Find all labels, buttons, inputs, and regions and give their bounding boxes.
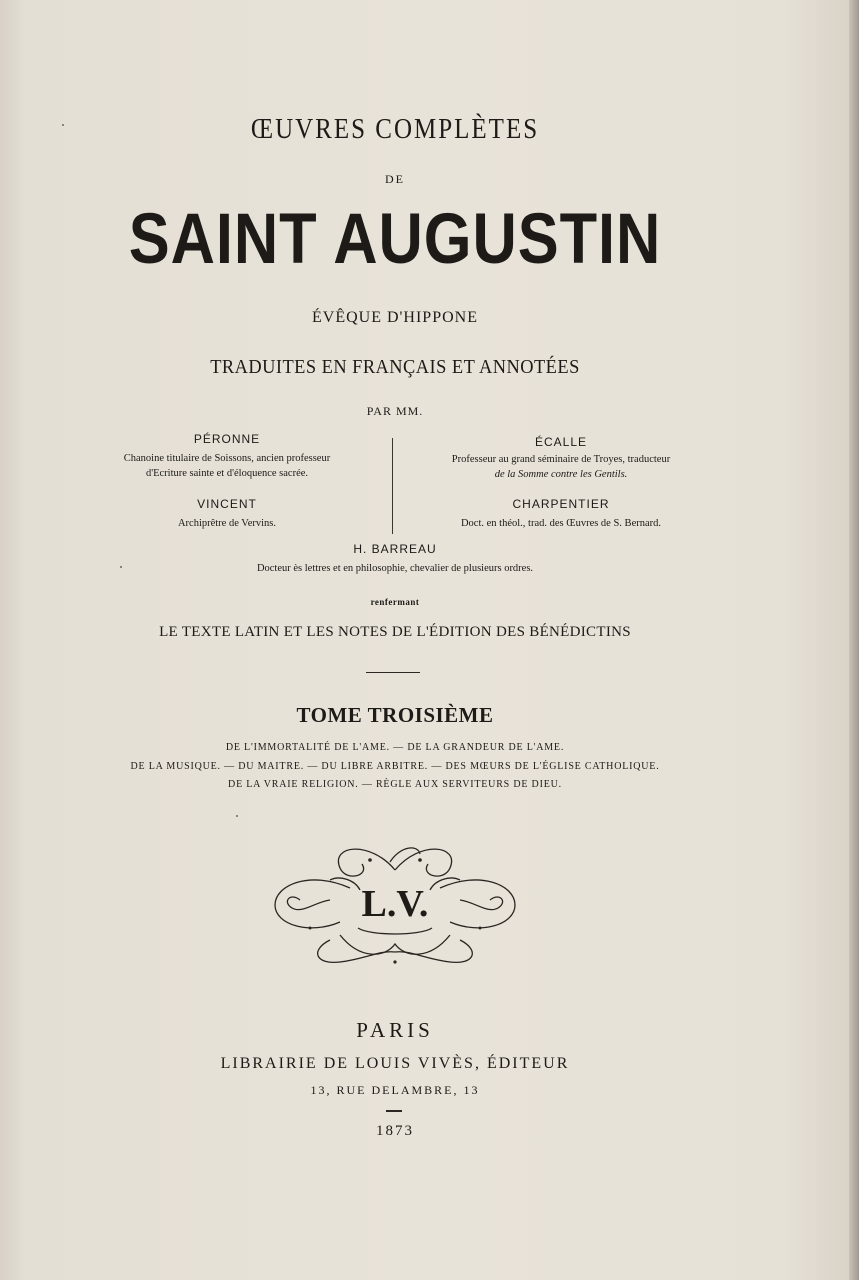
imprint-city: PARIS — [356, 1018, 434, 1042]
translator-desc-line: Doct. en théol., trad. des Œuvres de S. Bernard. — [460, 518, 662, 529]
contents-line: DE LA MUSIQUE. — DU MAITRE. — DU LIBRE ARBITRE. — DES MŒURS DE L'ÉGLISE CATHOLIQUE. — [130, 761, 660, 772]
author-name: SAINT AUGUSTIN — [128, 198, 662, 278]
imprint-year: 1873 — [376, 1123, 414, 1139]
paper-speck — [120, 566, 122, 568]
translator-barreau: H. BARREAU — [353, 542, 437, 556]
translator-desc — [411, 516, 711, 531]
by-label: PAR MM. — [366, 404, 424, 418]
contents-statement: LE TEXTE LATIN ET LES NOTES DE L'ÉDITION DES BÉNÉDICTINS — [159, 624, 631, 640]
short-rule — [386, 1110, 402, 1112]
translator-desc-line: d'Ecriture sainte et d'éloquence sacrée. — [145, 468, 309, 479]
paper-speck — [236, 815, 238, 817]
translator-name: CHARPENTIER — [512, 497, 610, 511]
translator-desc — [77, 451, 377, 481]
contents-line: DE L'IMMORTALITÉ DE L'AME. — DE LA GRANDEUR DE L'AME. — [225, 742, 565, 753]
translator-desc — [77, 516, 377, 531]
translator-charpentier — [411, 497, 711, 531]
imprint-publisher: LIBRAIRIE DE LOUIS VIVÈS, ÉDITEUR — [220, 1055, 570, 1072]
translator-ecalle — [411, 435, 711, 482]
page-edge — [849, 0, 859, 1280]
printer-mark — [270, 840, 520, 970]
containing-label: renfermant — [370, 597, 420, 607]
divider-rule — [366, 672, 420, 673]
translator-desc-line: Chanoine titulaire de Soissons, ancien professeur — [123, 453, 331, 464]
translator-name: VINCENT — [197, 497, 257, 511]
translator-desc-line: Archiprêtre de Vervins. — [177, 518, 277, 529]
translator-barreau-desc: Docteur ès lettres et en philosophie, chevalier de plusieurs ordres. — [256, 563, 534, 574]
preposition: DE — [385, 172, 405, 186]
translator-desc-line: Professeur au grand séminaire de Troyes, traducteur — [451, 454, 671, 465]
translator-name: PÉRONNE — [193, 432, 261, 446]
translator-desc — [411, 452, 711, 482]
column-divider — [392, 438, 393, 534]
translator-name: ÉCALLE — [534, 435, 588, 449]
translator-peronne — [77, 432, 377, 481]
series-title: ŒUVRES COMPLÈTES — [250, 113, 540, 145]
author-title: ÉVÊQUE D'HIPPONE — [312, 309, 478, 326]
translation-note: TRADUITES EN FRANÇAIS ET ANNOTÉES — [210, 356, 580, 378]
paper-speck — [62, 124, 64, 126]
volume-title: TOME TROISIÈME — [296, 703, 494, 727]
translator-desc-line: de la Somme contre les Gentils. — [494, 469, 628, 480]
printer-mark-letters: L.V. — [361, 883, 429, 925]
imprint-address: 13, RUE DELAMBRE, 13 — [310, 1083, 480, 1097]
contents-line: DE LA VRAIE RELIGION. — RÈGLE AUX SERVITEURS DE DIEU. — [228, 779, 562, 790]
translator-vincent — [77, 497, 377, 531]
